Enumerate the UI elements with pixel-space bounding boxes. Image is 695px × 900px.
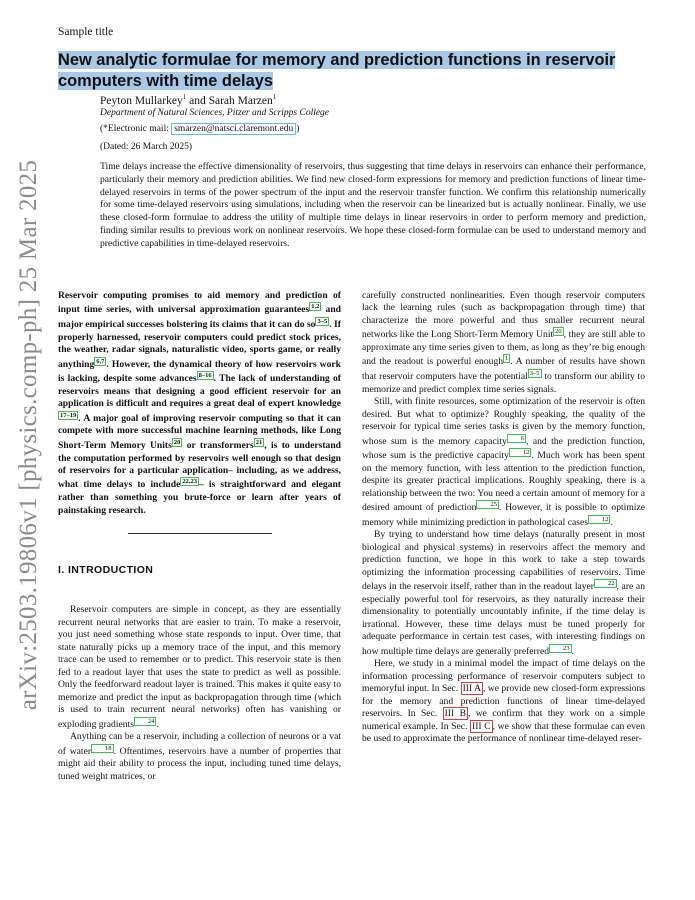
citation-link[interactable]: 25	[476, 500, 499, 509]
citation-link[interactable]: 3–5	[529, 370, 540, 378]
text-run: – is straightforward and elegant rather than something you brute-force or learn after years of painstaking research.	[58, 479, 341, 516]
citation-link[interactable]: 1	[505, 355, 509, 363]
text-run: . However, the dynamical theory of how reservoirs work is lacking, despite some advances	[58, 358, 341, 385]
email-suffix: )	[296, 124, 300, 134]
affiliation-mark: 1	[182, 93, 187, 101]
text-run: Reservoir computing promises to aid memory and prediction of input time series, with universal approximation guarantees	[58, 290, 341, 316]
separator-rule	[128, 533, 272, 534]
right-column	[362, 290, 645, 746]
citation-link[interactable]: 22,23	[182, 478, 197, 486]
text-run: .	[610, 517, 613, 529]
text-run: or transformers	[182, 440, 254, 452]
citation-link[interactable]: 18	[91, 744, 114, 753]
text-run: By trying to understand how time delays (naturally present in most biological and physical systems) in reservoirs affect the memory and prediction function, we hope in this work to take a step towards optimizing the information processing capabilities of reservoirs. Time delays in the reservoir itself, rather than in the readout layer	[362, 529, 645, 593]
text-run: . The lack of understanding of reservoirs means that designing a good efficient reservoir for an application is difficult and requires a great deal of expert knowledge	[58, 373, 341, 410]
citation-link[interactable]: 3–5	[317, 318, 328, 326]
citation-link[interactable]: 22	[594, 579, 617, 588]
section-reference-link[interactable]: III C	[472, 720, 491, 732]
body-paragraph	[58, 731, 341, 783]
date-line: (Dated: 26 March 2025)	[100, 142, 193, 152]
arxiv-identifier-text: arXiv:2503.19806v1 [physics.comp-ph] 25 Mar 2025	[15, 159, 42, 711]
text-run: Anything can be a reservoir, including a collection of neurons or a vat of water	[58, 731, 341, 757]
text-run: . A major goal of improving reservoir computing so that it can compete with more successful machine learning methods, like Long Short-Term Memory Units	[58, 413, 341, 452]
citation-link[interactable]: 20	[173, 438, 181, 446]
citation-link[interactable]: 1,2	[311, 303, 320, 311]
text-run: to transform our ability to memorize and predict complex time series signals.	[362, 371, 645, 395]
email-link[interactable]: smarzen@natsci.claremont.edu	[171, 123, 296, 135]
section-reference-link[interactable]: III B	[444, 708, 466, 720]
text-run: Still, with finite resources, some optimization of the reservoir is often desired. But what to optimize? Roughly speaking, the quality of the reservoir for typical time series tasks is given by the memory function, whose sum is the memory capacity	[362, 396, 645, 447]
text-run: .	[571, 645, 574, 657]
email-line	[100, 124, 299, 134]
affiliation: Department of Natural Sciences, Pitzer and Scripps College	[100, 108, 330, 118]
citation-link[interactable]: 6	[507, 434, 526, 443]
text-run: . A number of results have shown that reservoir computers have the potential	[362, 356, 645, 383]
lead-paragraph	[58, 290, 341, 517]
running-title: Sample title	[58, 26, 114, 38]
body-paragraph	[58, 604, 341, 731]
author-name: Sarah Marzen	[208, 94, 273, 107]
author-name: Peyton Mullarkey	[100, 94, 183, 107]
text-run: .	[156, 718, 159, 730]
paper-title[interactable]	[58, 50, 628, 92]
text-run: , we show that these formulae can even be used to approximate the performance of nonlinear time-delayed reser-	[362, 720, 645, 745]
author-line	[100, 93, 276, 107]
body-paragraph	[362, 529, 645, 658]
text-run: . If properly harnessed, reservoir computers could predict stock prices, the weather, radar signals, naturalistic video, sports game, or really anything	[58, 319, 341, 370]
body-paragraph	[362, 658, 645, 745]
affiliation-mark: 1	[272, 93, 277, 101]
section-reference-link[interactable]: III A	[462, 683, 481, 695]
text-run: Here, we study in a minimal model the impact of time delays on the information processing performance of reservoir computers subject to memoryful input. In Sec.	[362, 658, 645, 695]
paper-title-text: New analytic formulae for memory and prediction functions in reservoir computers with time delays	[58, 51, 616, 90]
citation-link[interactable]: 17–19	[60, 411, 77, 419]
body-paragraph	[362, 290, 645, 396]
body-paragraph	[362, 396, 645, 529]
citation-link[interactable]: 21	[255, 438, 263, 446]
text-run: , is to understand the computation performed by reservoirs well enough so that design of reservoirs for a particular application– including, as we address, what time delays to include	[58, 440, 341, 491]
text-run: , they are still able to approximate any time series given to them, as long as they’re big enough and the readout is powerful enough	[362, 329, 645, 368]
author-conjunction: and	[186, 94, 209, 107]
citation-link[interactable]: 6,7	[96, 357, 105, 365]
text-run: , we provide new closed-form expressions for the memory and prediction functions of linear time-delayed reservoirs. In Sec.	[362, 683, 645, 720]
abstract: Time delays increase the effective dimensionality of reservoirs, thus suggesting that time delays in reservoirs can enhance their performance, particularly their memory and prediction abilities. We find new closed-form expressions for memory and prediction functions of linear time-delayed reservoirs in terms of the power spectrum of the input and the reservoir transfer function. We confirm this relationship numerically for some time-delayed reservoirs using simulations, including when the reservoir can be linearized but is actually nonlinear. Finally, we use these closed-form formulae to address the utility of multiple time delays in linear reservoirs in order to perform memory and prediction, finding similar results to previous work on nonlinear reservoirs. We hope these closed-form formulae can be used to understand memory and predictive capabilities in time-delayed reservoirs.	[100, 161, 646, 249]
text-run: Reservoir computers are simple in concept, as they are essentially recurrent neural networks that are easier to train. To make a reservoir, you just need something whose state responds to input. Over time, that state naturally picks up a memory trace of the input, and this memory trace can be used to remember or to predict. This reservoir state is then fed to a readout layer that uses the state to predict as well as possible. Only the feedforward readout layer is trained. This makes it quite easy to memorize and predict the input as backpropagation through time (which is used to train recurrent neural networks) often has vanishing or exploding gradients	[58, 604, 341, 730]
text-run: . Oftentimes, reservoirs have a number of properties that might aid their ability to process the input, including tuned time delays, tuned weight matrices, or	[58, 745, 341, 782]
email-prefix: (*Electronic mail:	[100, 124, 172, 134]
section-heading-introduction: I. INTRODUCTION	[58, 564, 154, 577]
text-run: , and the prediction function, whose sum is the predictive capacity	[362, 435, 645, 462]
citation-link[interactable]: 23	[549, 644, 572, 653]
arxiv-identifier-stamp	[14, 159, 44, 711]
left-column	[58, 290, 341, 783]
text-run: and major empirical successes bolstering its claims that it can do so	[58, 304, 341, 331]
citation-link[interactable]: 12	[588, 515, 611, 524]
citation-link[interactable]: 12	[509, 448, 532, 457]
text-run: , we confirm that they work on a simple numerical example. In Sec.	[362, 708, 646, 732]
citation-link[interactable]: 8–16	[198, 372, 212, 380]
text-run: . Much work has been spent on the memory function, with less attention to the prediction function, despite its greater practical implications. Roughly speaking, there is a relationship between the two: You need a certain amount of memory for a desired amount of prediction	[362, 450, 646, 514]
text-run: , are an especially powerful tool for reservoirs, as they naturally increase their dimensionality to potentially uncountably infinite, if the time delay is irrational. However, these time delays must be tuned properly for adequate performance in certain test cases, with interesting findings on how multiple time delays are generally preferred	[362, 581, 645, 657]
citation-link[interactable]: 20	[555, 328, 562, 336]
text-run: carefully constructed nonlinearities. Even though reservoir computers lack the learning rules (such as backpropagation through time) that characterize the more powerful and thus smaller recurrent neural networks like the Long Short-Term Memory Unit	[362, 290, 645, 341]
text-run: . However, it is possible to optimize memory while minimizing prediction in pathological cases	[362, 502, 645, 529]
citation-link[interactable]: 24	[134, 717, 157, 726]
